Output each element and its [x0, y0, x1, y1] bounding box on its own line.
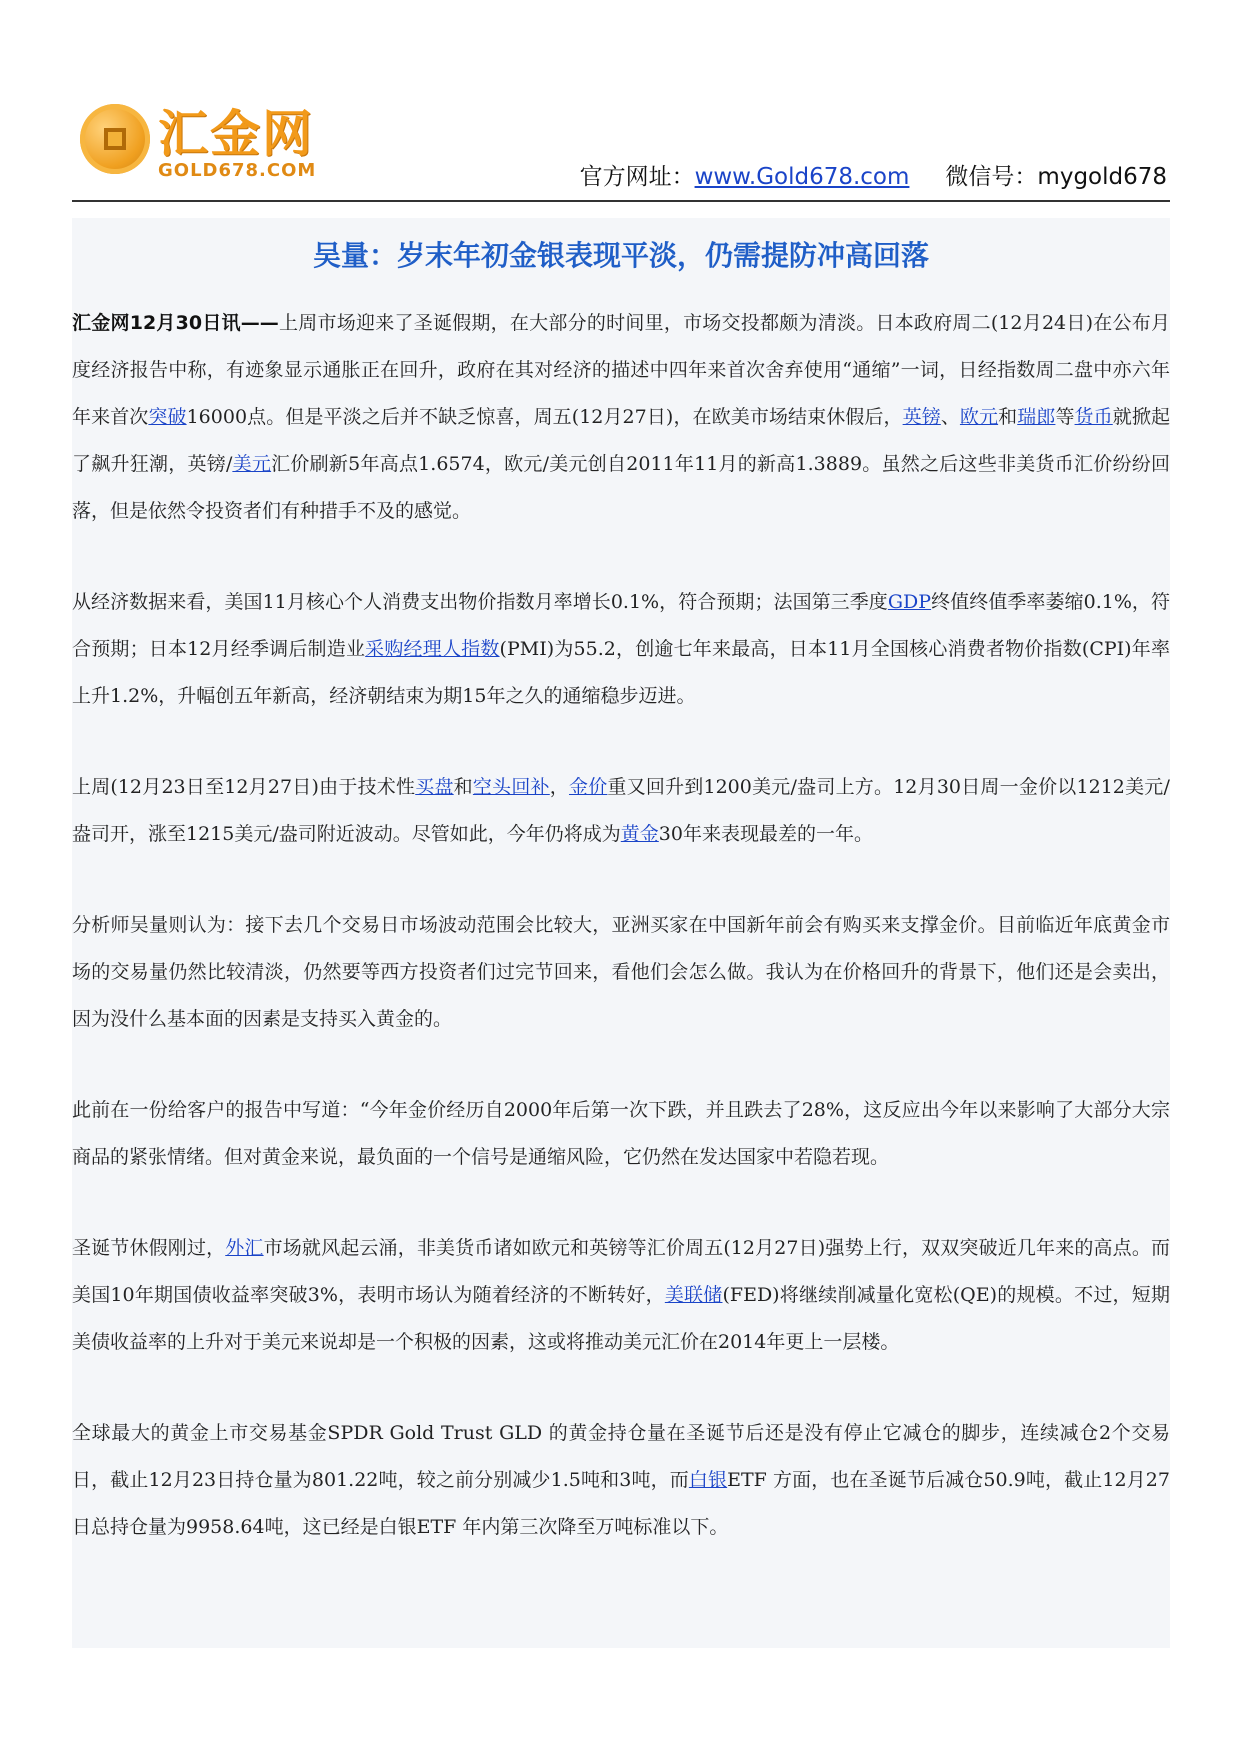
logo-subtext: GOLD678.COM — [158, 160, 317, 181]
text: ， — [549, 776, 569, 798]
text: 等 — [1055, 406, 1075, 428]
link-silver[interactable]: 白银 — [688, 1469, 728, 1491]
paragraph-6 — [72, 1225, 1170, 1366]
text: 重又回升到1200美元/盎司上方。12月30日周一金价以1212美元/盎司开，涨至1215美元/盎司附近波动。尽管如此，今年仍将成为 — [72, 776, 1170, 845]
link-gbp[interactable]: 英镑 — [902, 406, 941, 428]
paragraph-3 — [72, 764, 1170, 858]
link-fed[interactable]: 美联储 — [664, 1284, 723, 1306]
link-buying[interactable]: 买盘 — [415, 776, 454, 798]
paragraph-7 — [72, 1410, 1170, 1551]
link-gold-price[interactable]: 金价 — [568, 776, 608, 798]
link-usd[interactable]: 美元 — [232, 453, 272, 475]
link-short-covering[interactable]: 空头回补 — [472, 776, 550, 798]
site-logo[interactable] — [80, 90, 340, 190]
text: 圣诞节休假刚过， — [72, 1237, 226, 1259]
link-gdp[interactable]: GDP — [887, 591, 932, 613]
page-header — [72, 80, 1172, 200]
text: 30年来表现最差的一年。 — [658, 823, 873, 845]
link-tupo[interactable]: 突破 — [148, 406, 187, 428]
text: 和 — [453, 776, 473, 798]
text: 、 — [940, 406, 960, 428]
text: 上周(12月23日至12月27日)由于技术性 — [72, 776, 416, 798]
paragraph-5: 此前在一份给客户的报告中写道：“今年金价经历自2000年后第一次下跌，并且跌去了28%，这反应出今年以来影响了大部分大宗商品的紧张情绪。但对黄金来说，最负面的一个信号是通缩风险，它仍然在发达国家中若隐若现。 — [72, 1099, 1170, 1168]
link-chf[interactable]: 瑞郎 — [1017, 406, 1056, 428]
link-pmi[interactable]: 采购经理人指数 — [365, 638, 500, 660]
logo-text: 汇金网 — [158, 105, 314, 163]
text: 就掀起了飙升狂潮，英镑/ — [72, 406, 1170, 475]
article-panel — [72, 218, 1170, 1648]
text: 终值终值季率萎缩0.1%，符合预期；日本12月经季调后制造业 — [72, 591, 1170, 660]
link-gold[interactable]: 黄金 — [620, 823, 659, 845]
coin-hole — [104, 128, 126, 150]
text: 和 — [998, 406, 1018, 428]
text: 上周市场迎来了圣诞假期，在大部分的时间里，市场交投都颇为清淡。日本政府周二(12月24日)在公布月度经济报告中称，有迹象显示通胀正在回升，政府在其对经济的描述中四年来首次舍弃使用“通缩”一词，日经指数周二盘中亦六年年来首次 — [72, 312, 1170, 428]
article-title: 吴量：岁末年初金银表现平淡，仍需提防冲高回落 — [312, 239, 929, 272]
text: 从经济数据来看，美国11月核心个人消费支出物价指数月率增长0.1%，符合预期；法国第三季度 — [72, 591, 888, 613]
link-currency[interactable]: 货币 — [1074, 406, 1113, 428]
paragraph-2 — [72, 579, 1170, 720]
text: 全球最大的黄金上市交易基金SPDR Gold Trust GLD 的黄金持仓量在圣诞节后还是没有停止它减仓的脚步，连续减仓2个交易日，截止12月23日持仓量为801.22吨，较之前分别减少1.5吨和3吨，而 — [72, 1422, 1170, 1491]
link-eur[interactable]: 欧元 — [959, 406, 999, 428]
article-lead: 汇金网12月30日讯—— — [72, 312, 279, 334]
coin-icon — [80, 104, 150, 174]
link-forex[interactable]: 外汇 — [225, 1237, 264, 1259]
text: 市场就风起云涌，非美货币诸如欧元和英镑等汇价周五(12月27日)强势上行，双双突破近几年来的高点。而美国10年期国债收益率突破3%，表明市场认为随着经济的不断转好， — [72, 1237, 1170, 1306]
text: (FED)将继续削减量化宽松(QE)的规模。不过，短期美债收益率的上升对于美元来说却是一个积极的因素，这或将推动美元汇价在2014年更上一层楼。 — [72, 1284, 1170, 1353]
paragraph-1 — [72, 300, 1170, 535]
site-url-link[interactable]: www.Gold678.com — [694, 164, 910, 190]
text: ETF 方面，也在圣诞节后减仓50.9吨，截止12月27日总持仓量为9958.64吨，这已经是白银ETF 年内第三次降至万吨标准以下。 — [72, 1469, 1170, 1538]
text: 汇价刷新5年高点1.6574，欧元/美元创自2011年11月的新高1.3889。虽然之后这些非美货币汇价纷纷回落，但是依然令投资者们有种措手不及的感觉。 — [72, 453, 1170, 522]
site-label: 官方网址： — [579, 164, 695, 190]
wechat-label: 微信号： — [945, 164, 1038, 190]
header-divider — [72, 200, 1170, 202]
text: 16000点。但是平淡之后并不缺乏惊喜，周五(12月27日)，在欧美市场结束休假后， — [186, 406, 903, 428]
text: (PMI)为55.2，创逾七年来最高，日本11月全国核心消费者物价指数(CPI)年率上升1.2%，升幅创五年新高，经济朝结束为期15年之久的通缩稳步迈进。 — [72, 638, 1170, 707]
wechat-id: mygold678 — [1037, 164, 1167, 190]
paragraph-4: 分析师吴量则认为：接下去几个交易日市场波动范围会比较大，亚洲买家在中国新年前会有购买来支撑金价。目前临近年底黄金市场的交易量仍然比较清淡，仍然要等西方投资者们过完节回来，看他们会怎么做。我认为在价格回升的背景下，他们还是会卖出，因为没什么基本面的因素是支持买入黄金的。 — [72, 914, 1170, 1030]
site-info — [580, 158, 1167, 191]
